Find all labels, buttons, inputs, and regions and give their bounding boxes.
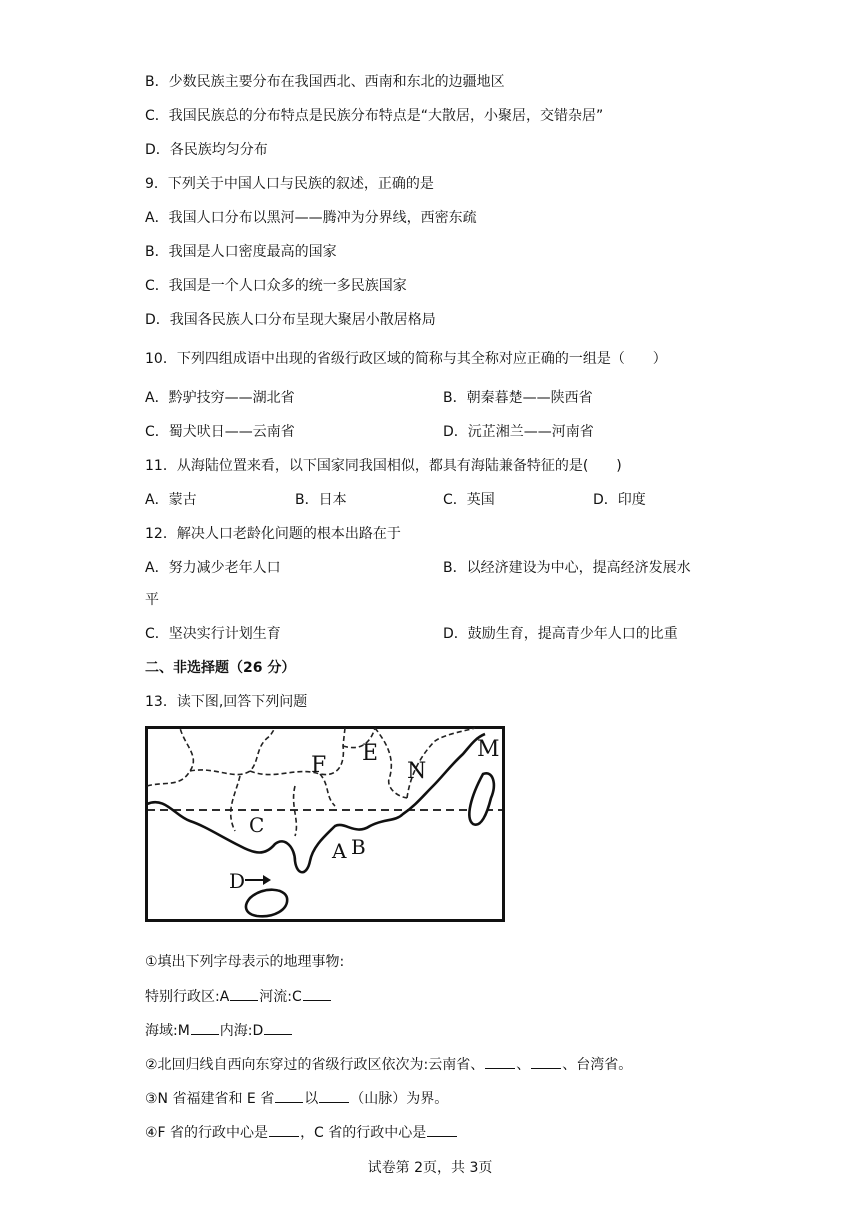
answer-blank[interactable] xyxy=(191,1020,219,1035)
q12-option-a: A．努力减少老年人口 xyxy=(145,560,281,576)
q13-line-b xyxy=(145,1020,293,1041)
q13-sub4 xyxy=(145,1122,458,1143)
answer-blank[interactable] xyxy=(427,1122,457,1137)
q13-line-a-prefix: 特别行政区:A xyxy=(145,989,230,1005)
q12-option-b: B．以经济建设为中心，提高经济发展水 xyxy=(443,560,691,576)
q13-sub2-prefix: ②北回归线自西向东穿过的省级行政区依次为:云南省、 xyxy=(145,1057,485,1073)
map-label-c: C xyxy=(249,813,265,837)
map-label-m: M xyxy=(477,737,500,762)
q8-option-b: B．少数民族主要分布在我国西北、西南和东北的边疆地区 xyxy=(145,74,505,90)
q11-option-d: D．印度 xyxy=(593,492,646,508)
q13-sub3-mid: 以 xyxy=(304,1091,319,1107)
map-label-d: D xyxy=(229,869,246,893)
q9-stem: 9．下列关于中国人口与民族的叙述，正确的是 xyxy=(145,176,434,192)
q13-stem: 13．读下图,回答下列问题 xyxy=(145,694,308,710)
q12-stem: 12．解决人口老龄化问题的根本出路在于 xyxy=(145,526,401,542)
q10-option-a: A．黔驴技穷——湖北省 xyxy=(145,390,295,406)
map-label-e: E xyxy=(362,741,379,766)
q11-option-c: C．英国 xyxy=(443,492,495,508)
map-label-a: A xyxy=(332,839,347,863)
q9-option-a: A．我国人口分布以黑河——腾冲为分界线，西密东疏 xyxy=(145,210,477,226)
map-label-f: F xyxy=(311,753,327,778)
map-figure xyxy=(145,726,505,922)
q12-option-d: D．鼓励生育，提高青少年人口的比重 xyxy=(443,626,678,642)
answer-blank[interactable] xyxy=(531,1054,561,1069)
q13-sub3-prefix: ③N 省福建省和 E 省 xyxy=(145,1091,275,1107)
answer-blank[interactable] xyxy=(485,1054,515,1069)
q8-option-c: C．我国民族总的分布特点是民族分布特点是“大散居，小聚居，交错杂居” xyxy=(145,108,604,124)
answer-blank[interactable] xyxy=(264,1020,292,1035)
q11-option-b: B．日本 xyxy=(295,492,347,508)
q13-sub4-mid: ，C 省的行政中心是 xyxy=(300,1125,427,1141)
q13-sub3-suffix: （山脉）为界。 xyxy=(350,1091,449,1107)
map-label-b: B xyxy=(351,835,366,859)
q9-option-c: C．我国是一个人口众多的统一多民族国家 xyxy=(145,278,407,294)
q8-option-d: D．各民族均匀分布 xyxy=(145,142,268,158)
q9-option-b: B．我国是人口密度最高的国家 xyxy=(145,244,337,260)
q9-option-d: D．我国各民族人口分布呈现大聚居小散居格局 xyxy=(145,312,436,328)
q10-option-d: D．沅芷湘兰——河南省 xyxy=(443,424,594,440)
q13-line-a xyxy=(145,986,332,1007)
q12-option-b-wrap: 平 xyxy=(145,592,159,608)
q12-option-c: C．坚决实行计划生育 xyxy=(145,626,281,642)
answer-blank[interactable] xyxy=(269,1122,299,1137)
q10-option-b: B．朝秦暮楚——陕西省 xyxy=(443,390,593,406)
q13-sub2-sep: 、 xyxy=(516,1057,531,1073)
q13-line-b-mid: 内海:D xyxy=(219,1023,264,1039)
q13-sub3 xyxy=(145,1088,448,1109)
section-title: 二、非选择题（26 分） xyxy=(145,660,296,676)
answer-blank[interactable] xyxy=(303,986,331,1001)
answer-blank[interactable] xyxy=(275,1088,303,1103)
q13-sub4-prefix: ④F 省的行政中心是 xyxy=(145,1125,269,1141)
china-south-map xyxy=(145,726,505,922)
answer-blank[interactable] xyxy=(230,986,258,1001)
q13-line-b-prefix: 海域:M xyxy=(145,1023,190,1039)
q13-sub2 xyxy=(145,1054,632,1075)
q13-sub2-suffix: 、台湾省。 xyxy=(562,1057,633,1073)
q13-sub1: ①填出下列字母表示的地理事物: xyxy=(145,954,345,970)
answer-blank[interactable] xyxy=(319,1088,349,1103)
q10-stem: 10．下列四组成语中出现的省级行政区域的简称与其全称对应正确的一组是（ ） xyxy=(145,351,667,367)
q11-option-a: A．蒙古 xyxy=(145,492,197,508)
q11-stem: 11．从海陆位置来看，以下国家同我国相似，都具有海陆兼备特征的是( ) xyxy=(145,458,622,474)
q10-option-c: C．蜀犬吠日——云南省 xyxy=(145,424,295,440)
map-label-n: N xyxy=(407,759,427,784)
page-footer: 试卷第 2页，共 3页 xyxy=(367,1160,493,1176)
q13-line-a-mid: 河流:C xyxy=(259,989,302,1005)
